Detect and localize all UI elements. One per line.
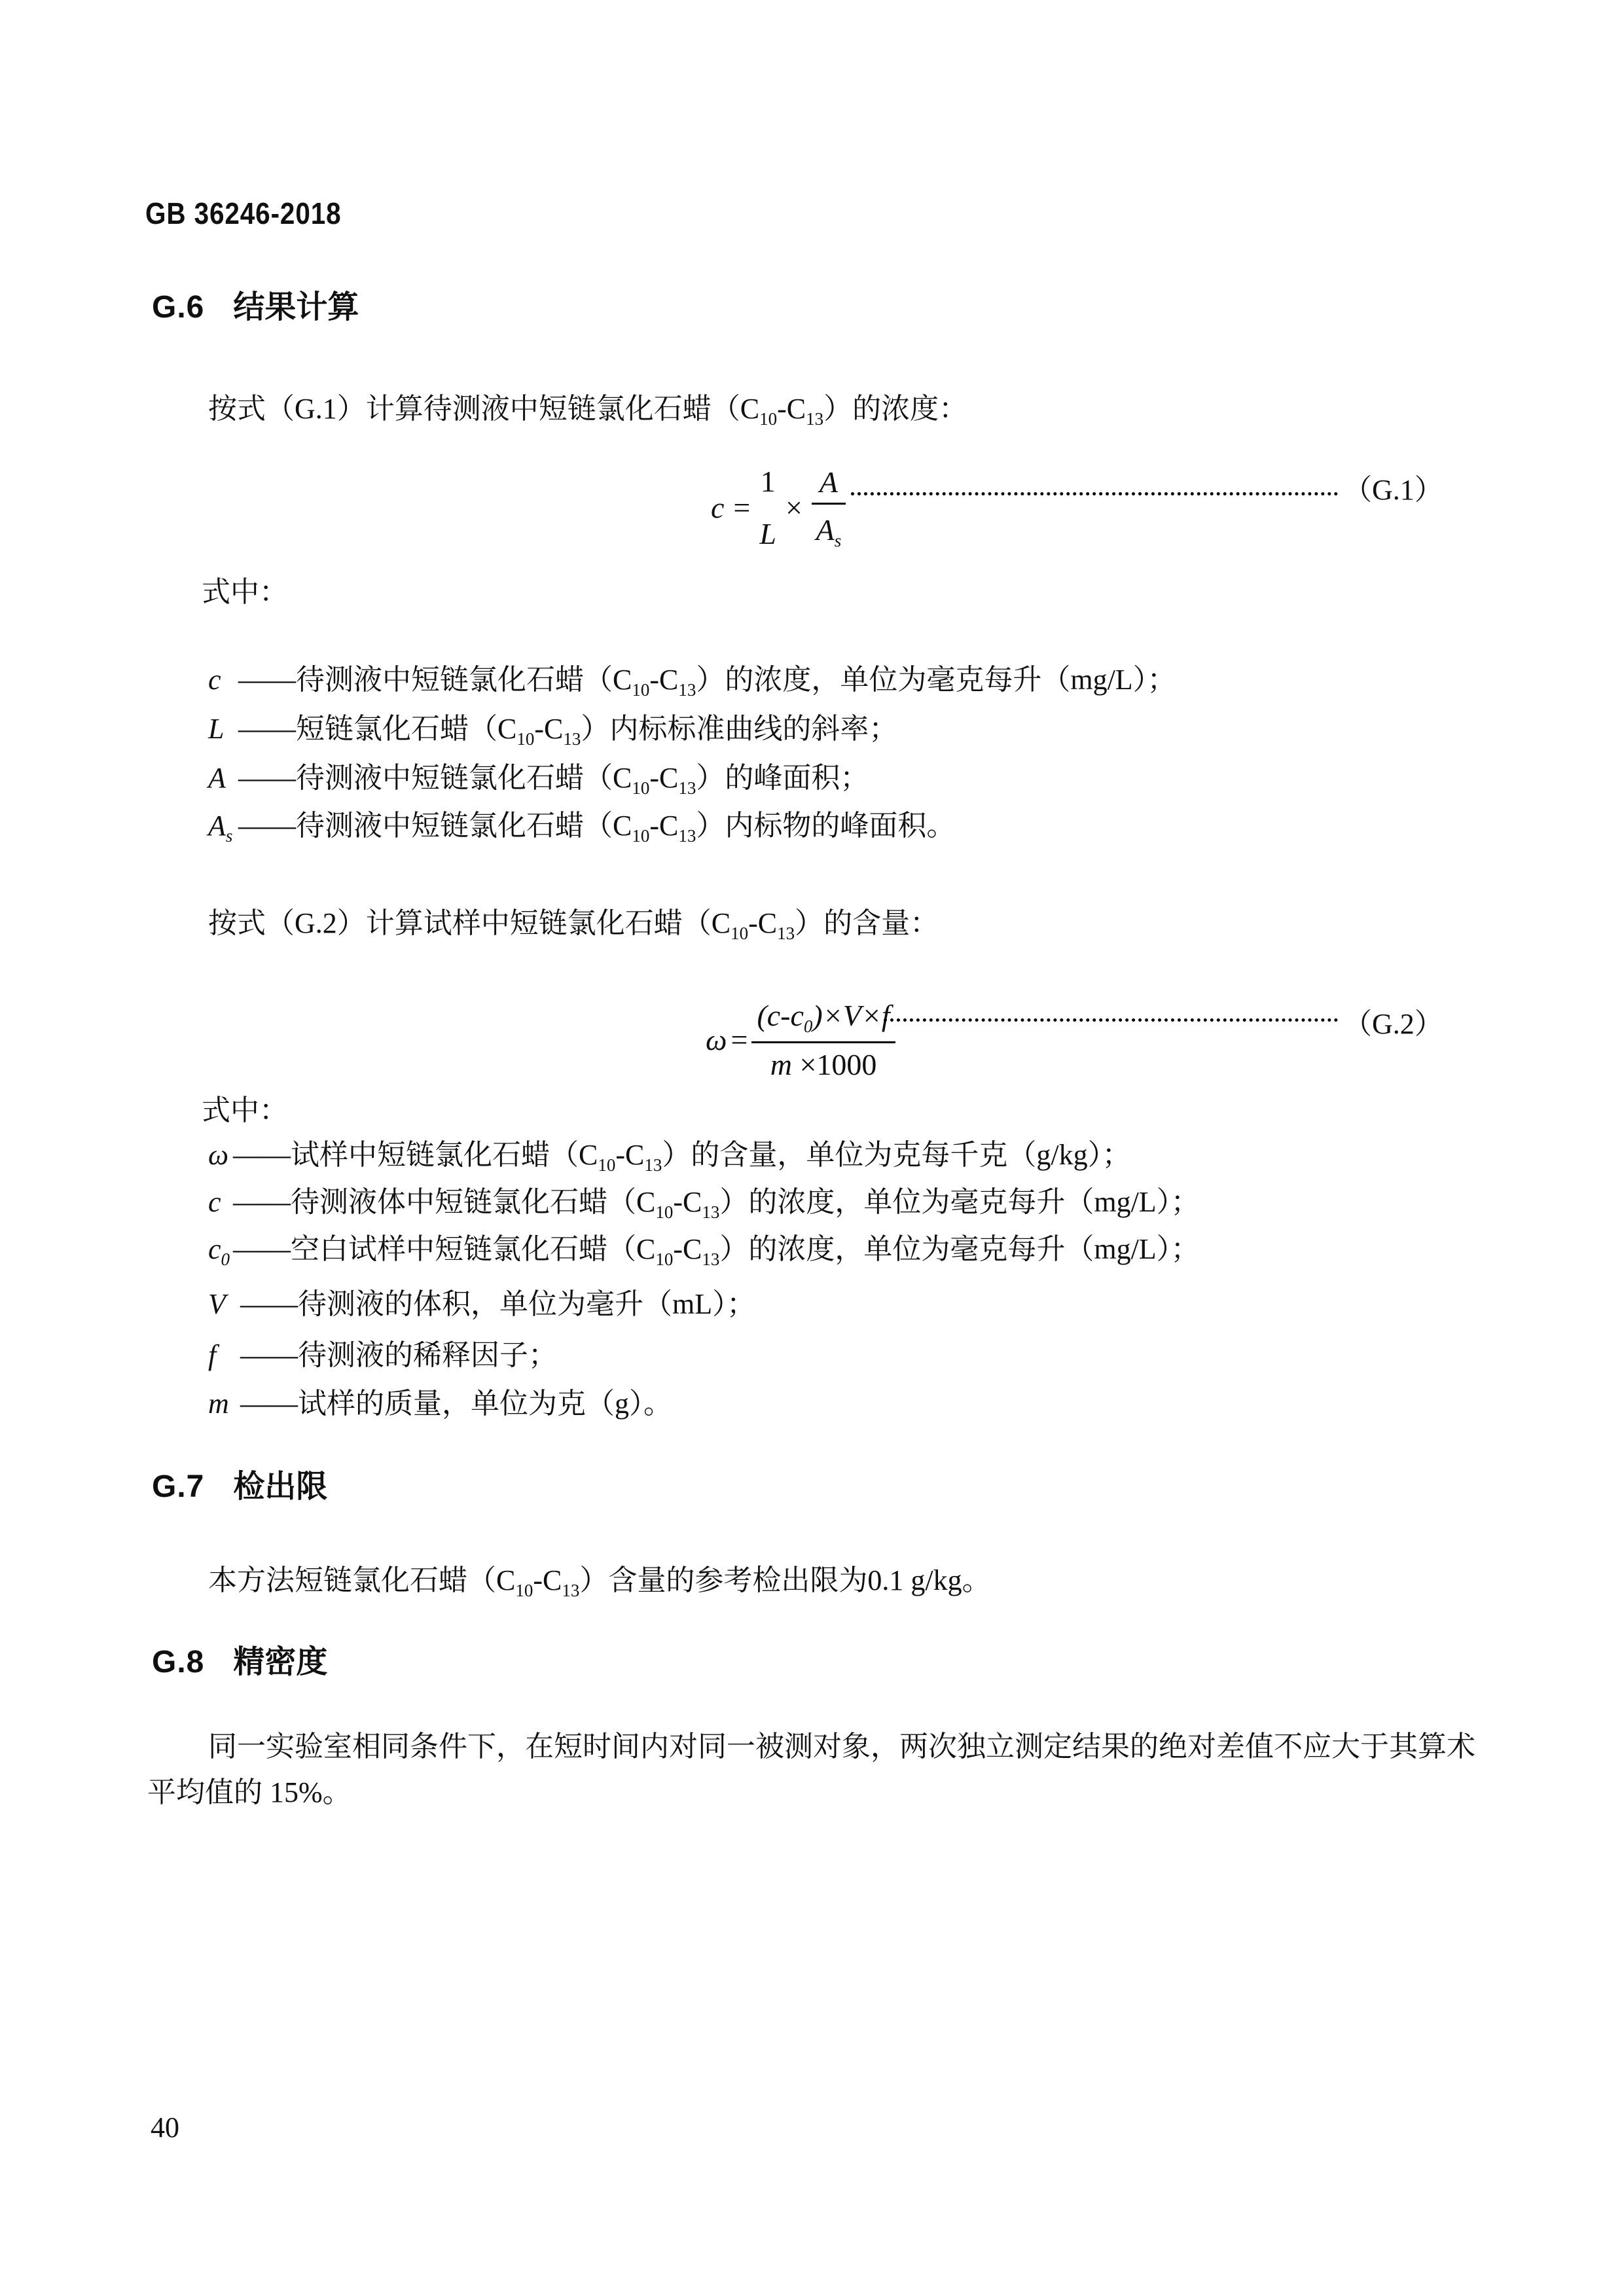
definition-text: ——待测液中短链氯化石蜡$(C_{10}-C_{13})$的峰面积； [238,762,869,798]
section-g8-title: 精密度 [233,1645,328,1679]
multiplication-sign: × [785,490,803,524]
definition-line-As [208,810,956,846]
g6-where-2: 式中： [202,1094,288,1126]
symbol-As: $A_s$ [208,810,233,846]
symbol-V: V [208,1288,226,1320]
definition-text: ——待测液体中短链氯化石蜡$(C_{10}-C_{13})$的浓度，单位为毫克每升（mg/L）； [233,1186,1200,1222]
section-g7-title: 检出限 [233,1469,328,1504]
definition-text: ——试样的质量，单位为克（g）。 [233,1388,672,1420]
section-g8-number: G.8 [152,1645,205,1679]
fraction-g2-denominator: m ×1000 [770,1047,877,1081]
g7-paragraph: 本方法短链氯化石蜡$(C_{10}-C_{13})$含量的参考检出限为0.1 g/kg。 [208,1564,991,1600]
fraction-g2-numerator: $(c-c_0)\times V\times f$ [751,999,895,1043]
definition-line-c0 [208,1233,1200,1269]
fraction-A-over-As: $\frac{A}{A_s}$ [812,466,846,550]
definition-text: ——短链氯化石蜡$(C_{10}-C_{13})$内标标准曲线的斜率； [238,713,898,749]
formula-g1-label: （G.1） [1343,474,1443,506]
g6-intro-paragraph-1: 按式（G.1）计算待测液中短链氯化石蜡$(C_{10}-C_{13})$的浓度： [208,393,968,429]
equals-sign: = [731,1022,748,1056]
dotted-leader-g1 [851,492,1338,495]
section-g7-number: G.7 [152,1469,205,1504]
fraction-1-over-L: 1 L [759,465,776,550]
definition-line-omega [208,1139,1131,1175]
symbol-omega: ω [208,1139,229,1171]
definition-line-c2 [208,1186,1200,1222]
definition-line-m [208,1388,672,1421]
section-g6-title: 结果计算 [233,290,359,325]
fraction-g2 [751,999,895,1081]
symbol-m: m [208,1388,229,1420]
formula-g2-lhs: ω [706,1022,727,1056]
formula-g2-label: （G.2） [1343,1008,1443,1040]
definition-line-c [208,664,1176,700]
definition-line-V [208,1288,755,1321]
symbol-c0: $c_0$ [208,1233,230,1269]
formula-g2 [706,997,895,1083]
g6-where-1: 式中： [202,576,288,608]
section-g7-heading [152,1471,327,1503]
definition-line-A [208,762,869,798]
g8-paragraph-line2: 平均值的 15%。 [147,1776,352,1808]
definition-text: ——待测液的稀释因子； [233,1339,557,1371]
equals-sign: = [733,490,751,524]
symbol-c: c [208,1186,221,1218]
formula-g1 [711,458,846,558]
definition-text: ——待测液中短链氯化石蜡$(C_{10}-C_{13})$内标物的峰面积。 [238,810,956,846]
symbol-A: A [208,762,226,794]
symbol-c: c [208,664,221,696]
definition-text: ——待测液中短链氯化石蜡$(C_{10}-C_{13})$的浓度，单位为毫克每升（mg/L）； [238,664,1176,700]
definition-line-L [208,713,898,749]
definition-text: ——空白试样中短链氯化石蜡$(C_{10}-C_{13})$的浓度，单位为毫克每升（mg/L）； [233,1233,1200,1269]
section-g8-heading [152,1647,327,1678]
symbol-f: f [208,1339,217,1371]
section-g6-heading [152,292,359,323]
definition-text: ——试样中短链氯化石蜡$(C_{10}-C_{13})$的含量，单位为克每千克（g/kg）； [233,1139,1131,1175]
document-header: GB 36246-2018 [145,196,342,230]
page-number: 40 [151,2111,179,2144]
definition-line-f [208,1339,557,1372]
section-g6-number: G.6 [152,290,205,325]
g6-intro-paragraph-2: 按式（G.2）计算试样中短链氯化石蜡$(C_{10}-C_{13})$的含量： [208,907,939,943]
dotted-leader-g2 [884,1018,1338,1022]
formula-g1-lhs: c [711,490,725,524]
definition-text: ——待测液的体积，单位为毫升（mL）； [233,1288,756,1320]
symbol-L: L [208,713,225,745]
g8-paragraph-line1: 同一实验室相同条件下，在短时间内对同一被测对象，两次独立测定结果的绝对差值不应大于其算术 [208,1731,1475,1763]
